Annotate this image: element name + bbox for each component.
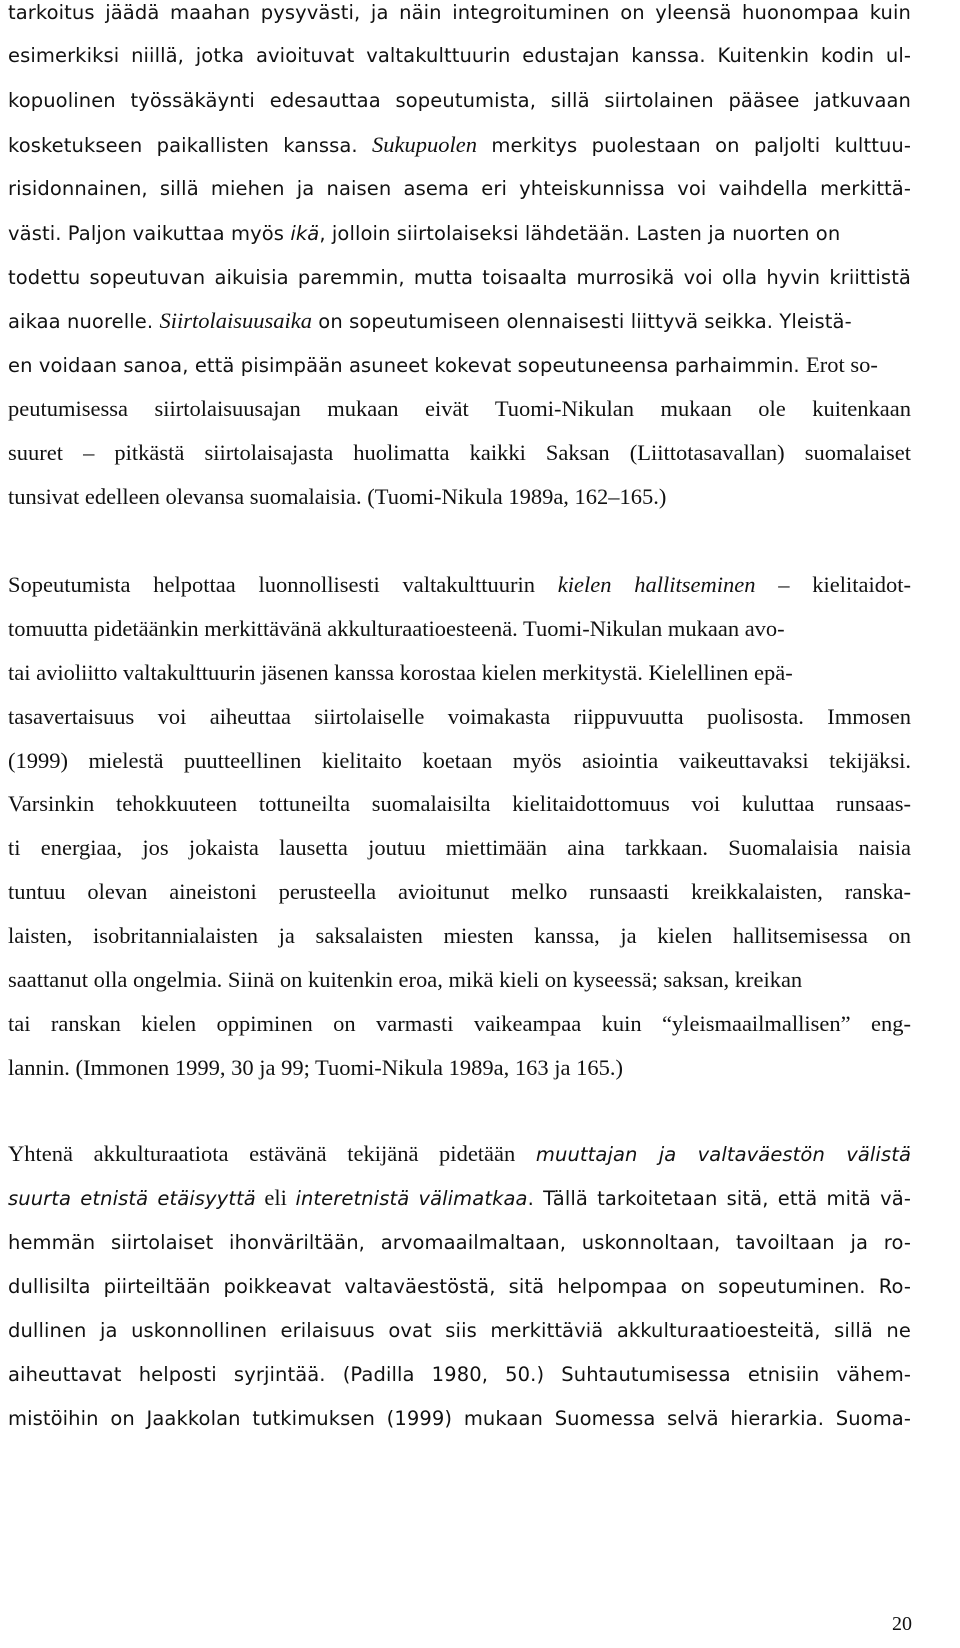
italic-text-run: Sukupuolen (372, 132, 478, 157)
text-run: västi. Paljon vaikuttaa myös (8, 222, 291, 245)
text-line (0, 1312, 960, 1348)
text-run: kopuolinen työssäkäynti edesauttaa sopeutumista, sillä siirtolainen pääsee jatkuvaan (8, 89, 911, 112)
text-run: tuntuu olevan aineistoni perusteella avioitunut melko runsaasti kreikkalaisten, ranska- (8, 879, 911, 904)
text-run: en voidaan sanoa, että pisimpään asuneet kokevat sopeutuneensa parhaimmin. (8, 354, 807, 377)
text-line (0, 962, 960, 998)
text-line (0, 611, 960, 647)
text-run: tunsivat edelleen olevansa suomalaisia. (Tuomi-Nikula 1989a, 162–165.) (8, 484, 667, 509)
text-run: laisten, isobritannialaisten ja saksalaisten miesten kanssa, ja kielen hallitsemisessa on (8, 923, 911, 948)
text-line (0, 874, 960, 910)
text-run: tasavertaisuus voi aiheuttaa siirtolaiselle voimakasta riippuvuutta puolisosta. Immosen (8, 704, 911, 729)
text-line (0, 391, 960, 427)
text-run: tai ranskan kielen oppiminen on varmasti vaikeampaa kuin “yleismaailmallisen” eng- (8, 1011, 911, 1036)
text-line (0, 786, 960, 822)
page-number: 20 (892, 1613, 912, 1635)
italic-text-run: interetnistä välimatkaa (295, 1187, 528, 1210)
text-line (0, 127, 960, 163)
text-line (0, 347, 960, 383)
text-line (0, 37, 960, 73)
text-run: mistöihin on Jaakkolan tutkimuksen (1999) mukaan Suomessa selvä hierarkia. Suoma- (8, 1407, 911, 1430)
text-run: suuret – pitkästä siirtolaisajasta huolimatta kaikki Saksan (Liittotasavallan) suomalaiset (8, 440, 911, 465)
text-run: esimerkiksi niillä, jotka avioituvat valtakulttuurin edustajan kanssa. Kuitenkin kodin ul- (8, 44, 911, 67)
text-line (0, 303, 960, 339)
text-run: hemmän siirtolaiset ihonväriltään, arvomaailmaltaan, uskonnoltaan, tavoiltaan ja ro- (8, 1231, 911, 1254)
text-run: Erot so- (806, 352, 878, 377)
text-line (0, 259, 960, 295)
text-line (0, 1356, 960, 1392)
text-line (0, 1400, 960, 1436)
italic-text-run: Siirtolaisuusaika (159, 308, 312, 333)
text-line (0, 567, 960, 603)
text-run: Sopeutumista helpottaa luonnollisesti valtakulttuurin (8, 572, 558, 597)
text-run: aiheuttavat helposti syrjintää. (Padilla 1980, 50.) Suhtautumisessa etnisiin vähem- (8, 1363, 911, 1386)
italic-text-run: ikä (290, 222, 320, 245)
text-line (0, 215, 960, 251)
text-run: peutumisessa siirtolaisuusajan mukaan eivät Tuomi-Nikulan mukaan ole kuitenkaan (8, 396, 911, 421)
text-line (0, 170, 960, 206)
text-line (0, 82, 960, 118)
text-run: dullinen ja uskonnollinen erilaisuus ovat siis merkittäviä akkulturaatioesteitä, sillä ne (8, 1319, 911, 1342)
text-run: on sopeutumiseen olennaisesti liittyvä seikka. Yleistä- (312, 310, 852, 333)
text-run: Yhtenä akkulturaatiota estävänä tekijänä pidetään (8, 1141, 536, 1166)
text-run: tarkoitus jäädä maahan pysyvästi, ja näin integroituminen on yleensä huonompaa kuin (8, 1, 911, 24)
text-line (0, 1180, 960, 1216)
text-run: (1999) mielestä puutteellinen kielitaito koetaan myös asiointia vaikeuttavaksi tekijäksi. (8, 748, 911, 773)
text-line (0, 435, 960, 471)
text-run: – kielitaidot- (755, 572, 911, 597)
text-line (0, 0, 960, 30)
text-line (0, 1224, 960, 1260)
text-line (0, 830, 960, 866)
text-line (0, 918, 960, 954)
text-run: Varsinkin tehokkuuteen tottuneilta suomalaisilta kielitaidottomuus voi kuluttaa runsaas- (8, 791, 911, 816)
text-run: todettu sopeutuvan aikuisia paremmin, mutta toisaalta murrosikä voi olla hyvin kriittistä (8, 266, 911, 289)
text-line (0, 1136, 960, 1172)
text-line (0, 1268, 960, 1304)
text-run: merkitys puolestaan on paljolti kulttuu- (477, 134, 911, 157)
text-run: dullisilta piirteiltään poikkeavat valtaväestöstä, sitä helpompaa on sopeutuminen. Ro- (8, 1275, 911, 1298)
text-run: saattanut olla ongelmia. Siinä on kuitenkin eroa, mikä kieli on kyseessä; saksan, kreikan (8, 967, 803, 992)
italic-text-run: suurta etnistä etäisyyttä (8, 1187, 256, 1210)
text-run: tomuutta pidetäänkin merkittävänä akkulturaatioesteenä. Tuomi-Nikulan mukaan avo- (8, 616, 785, 641)
text-run: lannin. (Immonen 1999, 30 ja 99; Tuomi-Nikula 1989a, 163 ja 165.) (8, 1055, 623, 1080)
text-run: tai avioliitto valtakulttuurin jäsenen kanssa korostaa kielen merkitystä. Kielellinen epä- (8, 660, 793, 685)
text-line (0, 1050, 960, 1086)
text-line (0, 655, 960, 691)
text-run: ti energiaa, jos jokaista lausetta joutuu miettimään aina tarkkaan. Suomalaisia naisia (8, 835, 911, 860)
text-line (0, 1006, 960, 1042)
text-run: risidonnainen, sillä miehen ja naisen asema eri yhteiskunnissa voi vaihdella merkittä- (8, 177, 911, 200)
text-run: . Tällä tarkoitetaan sitä, että mitä vä- (527, 1187, 911, 1210)
text-run: Lasten ja nuorten on (636, 222, 841, 245)
italic-text-run: kielen hallitseminen (557, 572, 756, 597)
text-line (0, 479, 960, 515)
text-run: kosketukseen paikallisten kanssa. (8, 134, 373, 157)
text-line (0, 699, 960, 735)
text-run: eli (255, 1185, 296, 1210)
text-run: , jolloin siirtolaiseksi lähdetään. (319, 222, 637, 245)
text-run: aikaa nuorelle. (8, 310, 160, 333)
text-line (0, 743, 960, 779)
italic-text-run: muuttajan ja valtaväestön välistä (535, 1143, 911, 1166)
